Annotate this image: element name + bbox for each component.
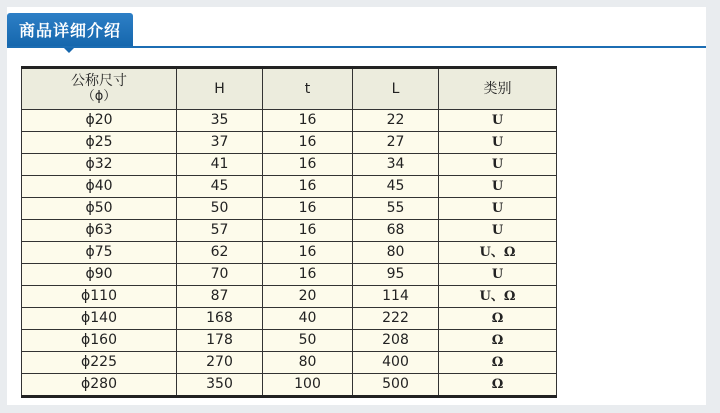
cell-size: ϕ225 <box>22 352 177 374</box>
cell-t: 16 <box>263 220 353 242</box>
table-row <box>22 374 557 397</box>
cell-type: U <box>439 132 557 154</box>
cell-type: U <box>439 110 557 132</box>
cell-t: 16 <box>263 264 353 286</box>
column-header-t: t <box>263 68 353 110</box>
cell-t: 20 <box>263 286 353 308</box>
section-title: 商品详细介绍 <box>18 21 121 40</box>
table-row <box>22 176 557 198</box>
cell-t: 80 <box>263 352 353 374</box>
cell-l: 22 <box>353 110 439 132</box>
cell-type: Ω <box>439 330 557 352</box>
table-header-row <box>22 68 557 110</box>
table-row <box>22 330 557 352</box>
header-divider <box>7 46 706 48</box>
cell-size: ϕ90 <box>22 264 177 286</box>
cell-t: 50 <box>263 330 353 352</box>
cell-type: U、Ω <box>439 242 557 264</box>
cell-l: 55 <box>353 198 439 220</box>
cell-l: 400 <box>353 352 439 374</box>
cell-type: U <box>439 220 557 242</box>
cell-l: 27 <box>353 132 439 154</box>
cell-l: 80 <box>353 242 439 264</box>
cell-size: ϕ50 <box>22 198 177 220</box>
cell-t: 16 <box>263 198 353 220</box>
cell-t: 16 <box>263 132 353 154</box>
cell-t: 40 <box>263 308 353 330</box>
cell-type: Ω <box>439 308 557 330</box>
cell-h: 350 <box>177 374 263 397</box>
table-row <box>22 264 557 286</box>
cell-type: U <box>439 198 557 220</box>
cell-h: 178 <box>177 330 263 352</box>
table-row <box>22 308 557 330</box>
cell-h: 57 <box>177 220 263 242</box>
cell-size: ϕ25 <box>22 132 177 154</box>
section-title-tab <box>7 13 133 46</box>
column-header-size-label: 公称尺寸 <box>71 73 127 89</box>
column-header-type: 类别 <box>439 68 557 110</box>
cell-t: 16 <box>263 176 353 198</box>
cell-t: 16 <box>263 154 353 176</box>
cell-h: 41 <box>177 154 263 176</box>
cell-size: ϕ63 <box>22 220 177 242</box>
cell-h: 45 <box>177 176 263 198</box>
cell-type: U <box>439 154 557 176</box>
cell-l: 95 <box>353 264 439 286</box>
cell-h: 37 <box>177 132 263 154</box>
column-header-size <box>22 68 177 110</box>
cell-t: 100 <box>263 374 353 397</box>
table-row <box>22 220 557 242</box>
column-header-h: H <box>177 68 263 110</box>
cell-size: ϕ140 <box>22 308 177 330</box>
table-row <box>22 154 557 176</box>
cell-size: ϕ75 <box>22 242 177 264</box>
cell-l: 68 <box>353 220 439 242</box>
cell-l: 222 <box>353 308 439 330</box>
spec-table <box>21 66 557 398</box>
table-row <box>22 132 557 154</box>
table-row <box>22 352 557 374</box>
spec-table-container <box>21 66 557 398</box>
cell-type: U、Ω <box>439 286 557 308</box>
cell-type: U <box>439 176 557 198</box>
cell-t: 16 <box>263 110 353 132</box>
cell-size: ϕ280 <box>22 374 177 397</box>
cell-h: 62 <box>177 242 263 264</box>
cell-type: U <box>439 264 557 286</box>
column-header-l: L <box>353 68 439 110</box>
table-row <box>22 242 557 264</box>
cell-l: 500 <box>353 374 439 397</box>
cell-l: 34 <box>353 154 439 176</box>
cell-size: ϕ110 <box>22 286 177 308</box>
cell-h: 168 <box>177 308 263 330</box>
cell-t: 16 <box>263 242 353 264</box>
cell-l: 45 <box>353 176 439 198</box>
cell-size: ϕ160 <box>22 330 177 352</box>
cell-type: Ω <box>439 374 557 397</box>
cell-h: 50 <box>177 198 263 220</box>
cell-size: ϕ20 <box>22 110 177 132</box>
table-row <box>22 110 557 132</box>
cell-type: Ω <box>439 352 557 374</box>
cell-size: ϕ40 <box>22 176 177 198</box>
column-header-size-unit: （ϕ） <box>81 89 117 104</box>
cell-h: 35 <box>177 110 263 132</box>
cell-h: 270 <box>177 352 263 374</box>
cell-size: ϕ32 <box>22 154 177 176</box>
cell-h: 87 <box>177 286 263 308</box>
cell-l: 208 <box>353 330 439 352</box>
table-row <box>22 286 557 308</box>
table-row <box>22 198 557 220</box>
cell-h: 70 <box>177 264 263 286</box>
cell-l: 114 <box>353 286 439 308</box>
